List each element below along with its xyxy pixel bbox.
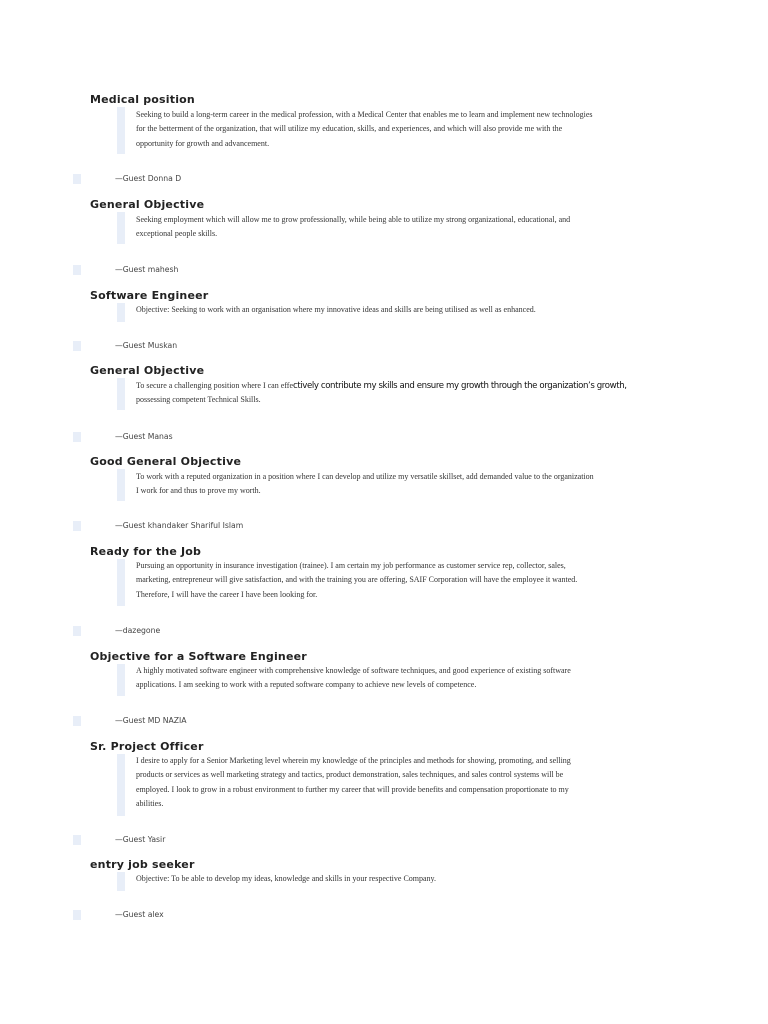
entry-title: entry job seeker	[90, 858, 195, 871]
body-line: Seeking to build a long-term career in the medical profession, with a Medical Center that enables me to learn and implement new technologies	[136, 110, 593, 119]
quote-bar	[117, 754, 125, 816]
entry-author: —Guest Manas	[115, 432, 173, 441]
side-marker	[73, 626, 81, 636]
entry-body	[136, 664, 681, 693]
body-line: Objective: Seeking to work with an organisation where my innovative ideas and skills are being utilised as well as enhanced.	[136, 305, 536, 314]
entry-title: Sr. Project Officer	[90, 740, 204, 753]
body-text: To secure a challenging position where I can effe	[136, 381, 294, 390]
body-line: applications. I am seeking to work with a reputed software company to achieve new levels of competence.	[136, 680, 477, 690]
entry-title: Ready for the Job	[90, 545, 202, 558]
body-line: A highly motivated software engineer with comprehensive knowledge of software techniques, and good experience of existing software	[136, 666, 571, 675]
quote-bar	[117, 107, 125, 154]
body-line: exceptional people skills.	[136, 229, 218, 239]
entry-body	[136, 754, 681, 811]
side-marker	[73, 521, 81, 531]
body-line: marketing, entrepreneur will give satisfaction, and with the training you are offering, SAIF Corporation will have the employee it wanted.	[136, 575, 578, 585]
quote-bar	[117, 664, 125, 696]
body-line: Seeking employment which will allow me to grow professionally, while being able to utilize my strong organizational, educational, and	[136, 215, 571, 224]
entry-title: Good General Objective	[90, 455, 242, 468]
quote-bar	[117, 303, 125, 322]
quote-bar	[117, 469, 125, 501]
side-marker	[73, 174, 81, 184]
body-line: abilities.	[136, 798, 164, 808]
side-marker	[73, 910, 81, 920]
body-line: Objective: To be able to develop my ideas, knowledge and skills in your respective Company.	[136, 874, 437, 883]
body-line: Pursuing an opportunity in insurance investigation (trainee). I am certain my job performance as customer service rep, collector, sales,	[136, 561, 566, 570]
entry-title: Medical position	[90, 93, 195, 106]
body-line: employed. I look to grow in a robust environment to further my career that will provide benefits and compensation proportionate to my	[136, 784, 569, 794]
entry-title: General Objective	[90, 198, 205, 211]
entry-body	[136, 872, 681, 886]
entry-author: —Guest Donna D	[115, 174, 182, 183]
entry-title: Objective for a Software Engineer	[90, 650, 307, 663]
body-line	[136, 379, 681, 393]
side-marker	[73, 432, 81, 442]
entry-title: General Objective	[90, 364, 205, 377]
body-line: I desire to apply for a Senior Marketing level wherein my knowledge of the principles and methods for showing, promoting, and selling	[136, 756, 571, 765]
body-line: Therefore, I will have the career I have been looking for.	[136, 589, 318, 599]
side-marker	[73, 835, 81, 845]
side-marker	[73, 265, 81, 275]
entry-author: —Guest MD NAZIA	[115, 716, 187, 725]
entry-author: —Guest alex	[115, 910, 164, 919]
quote-bar	[117, 872, 125, 891]
side-marker	[73, 341, 81, 351]
entry-body	[136, 559, 681, 602]
entry-author: —Guest Muskan	[115, 341, 178, 350]
quote-bar	[117, 212, 125, 244]
entry-body	[136, 108, 681, 151]
body-line: products or services as well marketing strategy and tactics, product demonstration, sales techniques, and sales control systems will be	[136, 770, 564, 780]
entry-title: Software Engineer	[90, 289, 209, 302]
entry-author: —dazegone	[115, 626, 161, 635]
body-line: opportunity for growth and advancement.	[136, 138, 270, 148]
body-line: To work with a reputed organization in a position where I can develop and utilize my versatile skillset, add demanded value to the organization	[136, 472, 594, 481]
quote-bar	[117, 559, 125, 606]
entry-body	[136, 213, 681, 242]
body-line: possessing competent Technical Skills.	[136, 395, 261, 405]
side-marker	[73, 716, 81, 726]
entry-author: —Guest mahesh	[115, 265, 179, 274]
entry-body	[136, 470, 681, 499]
quote-bar	[117, 378, 125, 410]
entry-body	[136, 303, 681, 317]
body-line: for the betterment of the organization, that will utilize my education, skills, and experiences, and which will also provide me with the	[136, 124, 563, 134]
entry-author: —Guest khandaker Shariful Islam	[115, 521, 244, 530]
body-line: I work for and thus to prove my worth.	[136, 486, 261, 496]
body-text-emphasis: ctively contribute my skills and ensure my growth through the organization’s growth,	[293, 381, 627, 391]
entry-author: —Guest Yasir	[115, 835, 166, 844]
entry-body	[136, 379, 681, 408]
